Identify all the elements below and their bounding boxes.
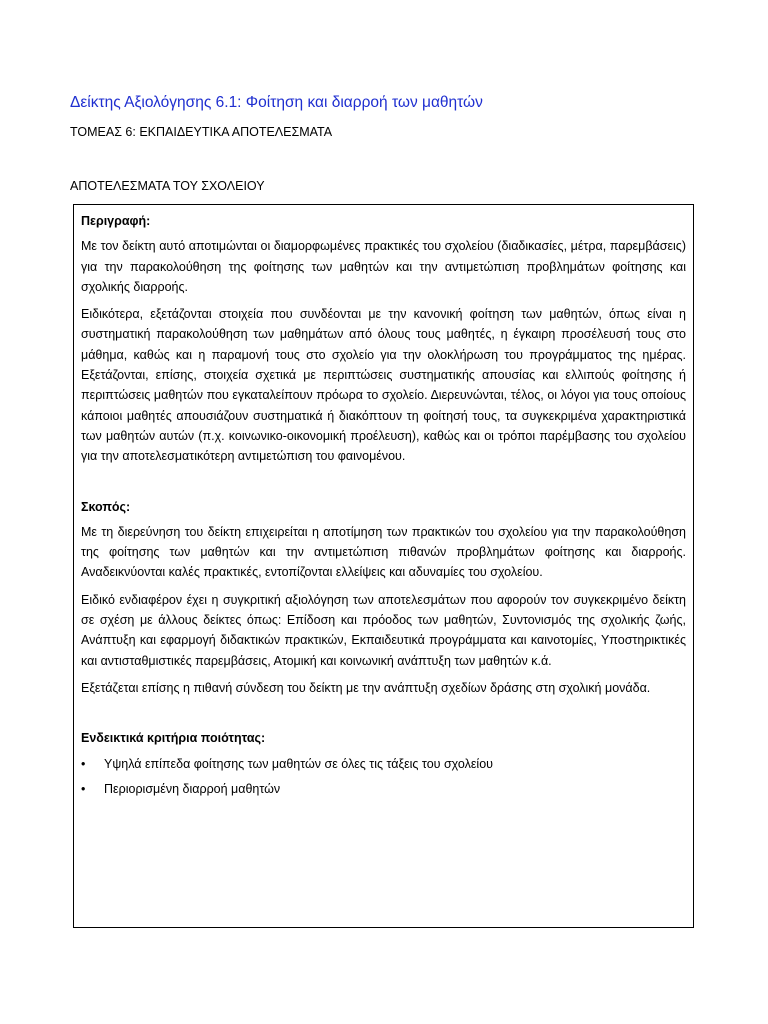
- purpose-label: Σκοπός:: [81, 499, 131, 514]
- criteria-item: [81, 779, 686, 799]
- criteria-item-text: Υψηλά επίπεδα φοίτησης των μαθητών σε όλες τις τάξεις του σχολείου: [104, 756, 493, 771]
- criteria-item: [81, 754, 686, 774]
- sector-heading: ΤΟΜΕΑΣ 6: ΕΚΠΑΙΔΕΥΤΙΚΑ ΑΠΟΤΕΛΕΣΜΑΤΑ: [70, 125, 333, 139]
- bullet-icon: •: [81, 756, 86, 771]
- criteria-list: [81, 754, 686, 800]
- description-label: Περιγραφή:: [81, 214, 151, 228]
- indicator-box: [73, 204, 694, 928]
- indicator-title: Δείκτης Αξιολόγησης 6.1: Φοίτηση και διαρροή των μαθητών: [70, 94, 483, 111]
- bullet-icon: •: [81, 781, 86, 796]
- purpose-paragraph: Ειδικό ενδιαφέρον έχει η συγκριτική αξιολόγηση των αποτελεσμάτων που αφορούν τον συγκεκριμένο δείκτη σε σχέση με άλλους δείκτες όπως: Επίδοση και πρόοδος των μαθητών, Συντονισμός της σχολικής ζωής, Ανάπτυξη και εφαρμογή διδακτικών πρακτικών, Εκπαιδευτικά προγράμματα και καινοτομίες, Υποστηρικτικές και αντισταθμιστικές παρεμβάσεις, Ατομική και κοινωνική ανάπτυξη των μαθητών κ.ά.: [81, 592, 686, 668]
- description-paragraph: Ειδικότερα, εξετάζονται στοιχεία που συνδέονται με την κανονική φοίτηση των μαθητών, όπως είναι η συστηματική παρακολούθηση των μαθημάτων από όλους τους μαθητές, η έγκαιρη προσέλευσή τους στο μάθημα, καθώς και η παραμονή τους στο σχολείο για την ολοκλήρωση του προγράμματος της ημέρας. Εξετάζονται, επίσης, στοιχεία σχετικά με περιπτώσεις συστηματικής απουσίας και ελλιπούς φοίτησης ή περιπτώσεις μαθητών που εγκαταλείπουν πρόωρα το σχολείο. Διερευνώνται, τέλος, οι λόγοι για τους οποίους κάποιοι μαθητές απουσιάζουν συστηματικά ή διακόπτουν τη φοίτησή τους, τα συγκεκριμένα χαρακτηριστικά των μαθητών αυτών (π.χ. κοινωνικο-οικονομική προέλευση), καθώς και οι τρόποι παρέμβασης του σχολείου για την αποτελεσματικότερη αντιμετώπιση του φαινομένου.: [81, 307, 686, 464]
- purpose-paragraph: Εξετάζεται επίσης η πιθανή σύνδεση του δείκτη με την ανάπτυξη σχεδίων δράσης στη σχολική μονάδα.: [81, 680, 651, 695]
- results-heading: ΑΠΟΤΕΛΕΣΜΑΤΑ ΤΟΥ ΣΧΟΛΕΙΟΥ: [70, 179, 265, 193]
- criteria-item-text: Περιορισμένη διαρροή μαθητών: [104, 781, 281, 796]
- section-spacer: [81, 474, 686, 497]
- criteria-label: Ενδεικτικά κριτήρια ποιότητας:: [81, 731, 266, 746]
- purpose-paragraph: Με τη διερεύνηση του δείκτη επιχειρείται η αποτίμηση των πρακτικών του σχολείου για την παρακολούθηση της φοίτησης των μαθητών και την αντιμετώπιση πιθανών προβλημάτων φοίτησης και διαρροής. Αναδεικνύονται καλές πρακτικές, εντοπίζονται ελλείψεις και αδυναμίες του σχολείου.: [81, 524, 686, 580]
- description-paragraph: Με τον δείκτη αυτό αποτιμώνται οι διαμορφωμένες πρακτικές του σχολείου (διαδικασίες, μέτρα, παρεμβάσεις) για την παρακολούθηση της φοίτησης των μαθητών και την αντιμετώπιση προβλημάτων φοίτησης και σχολικής διαρροής.: [81, 239, 686, 294]
- section-spacer: [81, 705, 686, 728]
